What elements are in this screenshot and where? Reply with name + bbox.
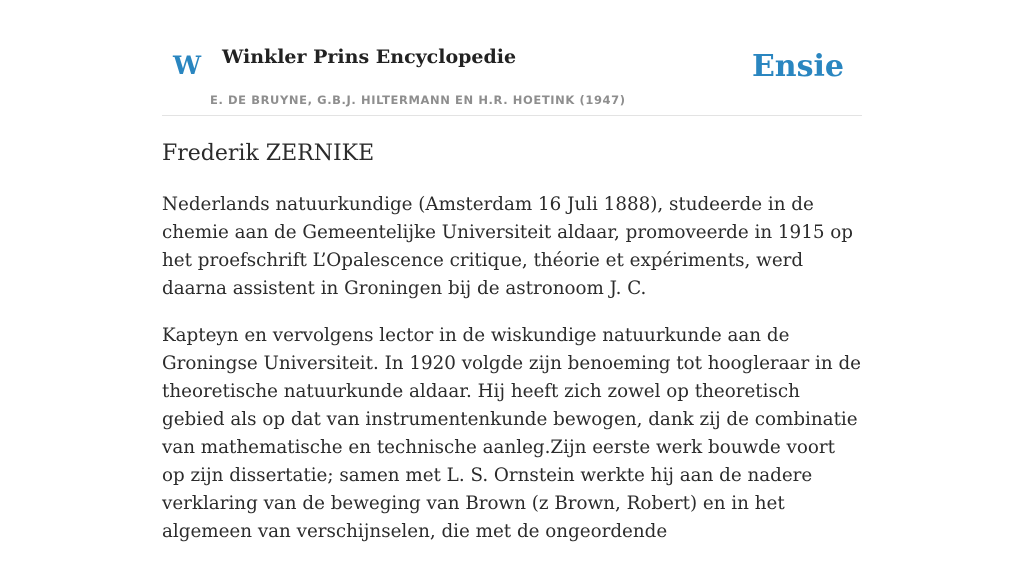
encyclopedia-title[interactable]: Winkler Prins Encyclopedie bbox=[222, 46, 517, 68]
article-paragraph-1: Nederlands natuurkundige (Amsterdam 16 Juli 1888), studeerde in de chemie aan de Gemeentelijke Universiteit aldaar, promoveerde in 1915 op het proefschrift L’Opalescence critique, théorie et expériments, werd daarna assistent in Groningen bij de astronoom J. C. bbox=[162, 193, 853, 299]
site-header bbox=[162, 0, 862, 116]
article bbox=[162, 140, 862, 565]
encyclopedia-logo[interactable]: W bbox=[173, 51, 202, 80]
article-paragraph-2: Kapteyn en vervolgens lector in de wiskundige natuurkunde aan de Groningse Universiteit. In 1920 volgde zijn benoeming tot hoogleraar in de theoretische natuurkunde aldaar. Hij heeft zich zowel op theoretisch gebied als op dat van instrumentenkunde bewogen, dank zij de combinatie van mathematische en technische aanleg.Zijn eerste werk bouwde voort op zijn dissertatie; samen met L. S. Ornstein werkte hij aan de nadere verklaring van de beweging van Brown (z Brown, Robert) en in het algemeen van verschijnselen, die met de ongeordende bbox=[162, 324, 861, 542]
ensie-brand-link[interactable]: Ensie bbox=[751, 49, 844, 84]
encyclopedia-authors: E. DE BRUYNE, G.B.J. HILTERMANN EN H.R. HOETINK (1947) bbox=[210, 93, 626, 107]
article-title: Frederik ZERNIKE bbox=[162, 141, 375, 166]
